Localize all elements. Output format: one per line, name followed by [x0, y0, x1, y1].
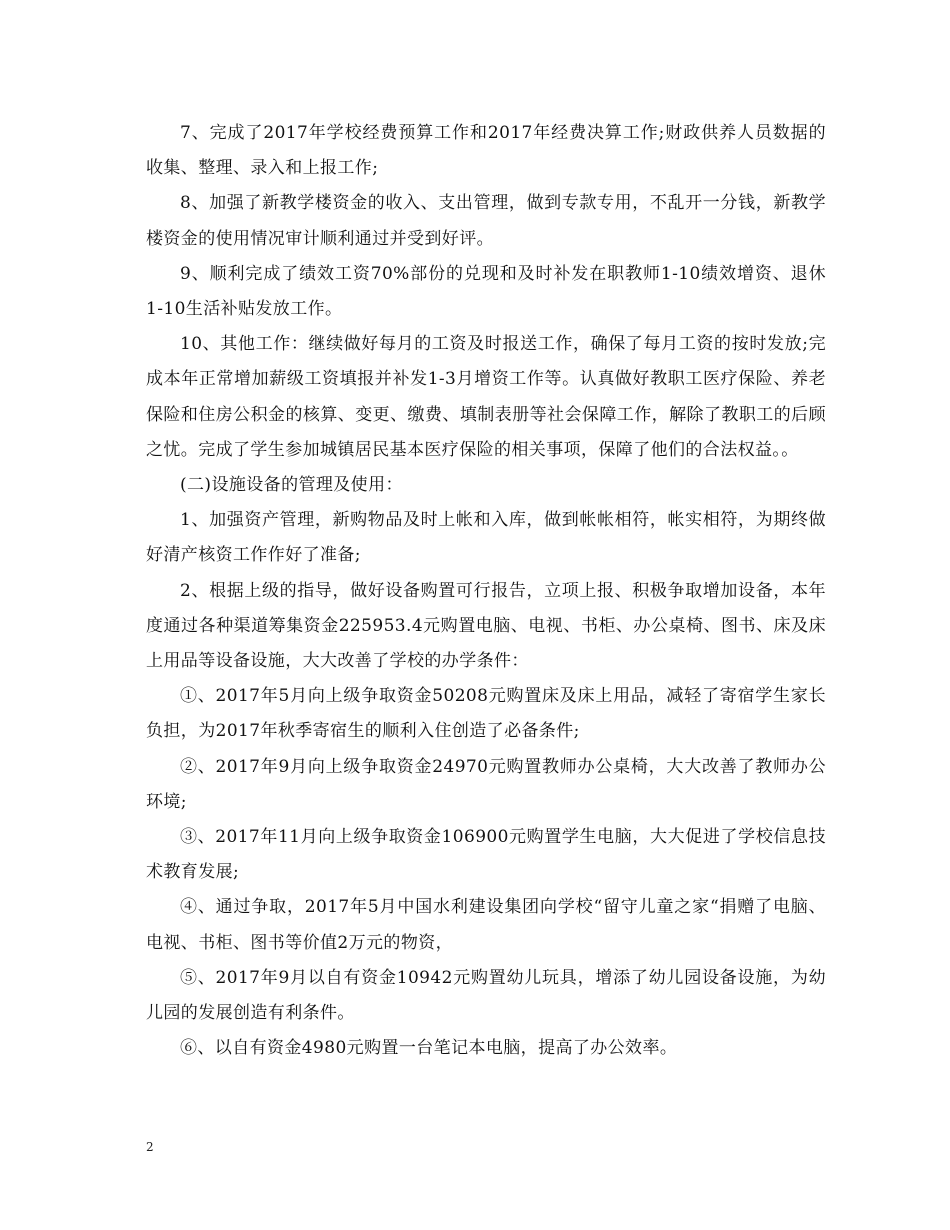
document-body	[146, 116, 826, 1066]
list-item-4: ④、通过争取，2017年5月中国水利建设集团向学校“留守儿童之家“捐赠了电脑、电视、书柜、图书等价值2万元的物资，	[146, 897, 826, 953]
list-item-5: ⑤、2017年9月以自有资金10942元购置幼儿玩具，增添了幼儿园设备设施，为幼儿园的发展创造有利条件。	[146, 967, 826, 1024]
paragraph-item-8: 8、加强了新教学楼资金的收入、支出管理，做到专款专用，不乱开一分钱，新教学楼资金的使用情况审计顺利通过并受到好评。	[146, 193, 826, 249]
list-item-1: ①、2017年5月向上级争取资金50208元购置床及床上用品，减轻了寄宿学生家长负担，为2017年秋季寄宿生的顺利入住创造了必备条件;	[146, 686, 826, 742]
paragraph-asset-management: 1、加强资产管理，新购物品及时上帐和入库，做到帐帐相符，帐实相符，为期终做好清产核资工作作好了准备;	[146, 510, 826, 566]
paragraph-item-9: 9、顺利完成了绩效工资70%部份的兑现和及时补发在职教师1-10绩效增资、退休1-10生活补贴发放工作。	[146, 263, 826, 320]
paragraph-item-10: 10、其他工作：继续做好每月的工资及时报送工作，确保了每月工资的按时发放;完成本年正常增加薪级工资填报并补发1-3月增资工作等。认真做好教职工医疗保险、养老保险和住房公积金的核算、变更、缴费、填制表册等社会保障工作，解除了教职工的后顾之忧。完成了学生参加城镇居民基本医疗保险的相关事项，保障了他们的合法权益。。	[146, 334, 826, 460]
list-item-2: ②、2017年9月向上级争取资金24970元购置教师办公桌椅，大大改善了教师办公环境;	[146, 756, 826, 812]
list-item-6: ⑥、以自有资金4980元购置一台笔记本电脑，提高了办公效率。	[180, 1038, 678, 1059]
section-heading-facilities: (二)设施设备的管理及使用：	[180, 475, 403, 496]
paragraph-item-7: 7、完成了2017年学校经费预算工作和2017年经费决算工作;财政供养人员数据的收集、整理、录入和上报工作;	[146, 123, 826, 179]
paragraph-equipment-purchase: 2、根据上级的指导，做好设备购置可行报告，立项上报、积极争取增加设备，本年度通过各种渠道筹集资金225953.4元购置电脑、电视、书柜、办公桌椅、图书、床及床上用品等设备设施，大大改善了学校的办学条件：	[146, 580, 826, 672]
list-item-3: ③、2017年11月向上级争取资金106900元购置学生电脑，大大促进了学校信息技术教育发展;	[146, 827, 826, 883]
page-number: 2	[146, 1140, 154, 1154]
